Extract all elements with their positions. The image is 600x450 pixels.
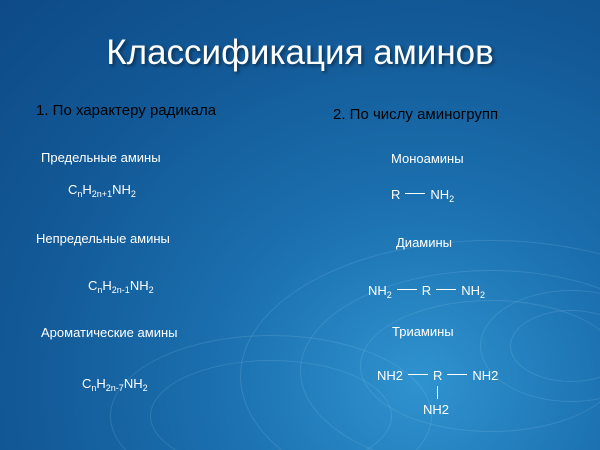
saturated-amines-label: Предельные амины xyxy=(41,150,161,165)
triamines-label: Триамины xyxy=(392,324,454,339)
bond-line xyxy=(436,289,456,290)
unsaturated-amines-label: Непредельные амины xyxy=(36,231,170,246)
saturated-amines-formula: $C_nH_{2n+1}NH_2$ xyxy=(68,182,136,199)
left-column-heading: 1. По характеру радикала xyxy=(36,102,217,119)
aromatic-amines-formula: $C_nH_{2n-7}NH_2$ xyxy=(82,376,148,393)
diamine-formula: $NH_2$ R $NH_2$ xyxy=(368,283,485,300)
right-column-heading: 2. По числу аминогрупп xyxy=(333,106,499,123)
monoamine-formula: R $NH_2$ xyxy=(391,187,455,204)
bond-line xyxy=(397,289,417,290)
diamines-label: Диамины xyxy=(396,235,453,250)
bond-line xyxy=(405,193,425,194)
triamine-bottom-group: NH2 xyxy=(423,402,450,417)
monoamines-label: Моноамины xyxy=(391,151,464,166)
triamine-formula: NH2 R NH2 xyxy=(377,368,499,383)
slide-title: Классификация аминов xyxy=(106,33,494,72)
unsaturated-amines-formula: $C_nH_{2n-1}NH_2$ xyxy=(88,278,154,295)
aromatic-amines-label: Ароматические амины xyxy=(41,325,178,340)
bond-line xyxy=(447,374,467,375)
vertical-bond-line xyxy=(437,386,438,399)
bond-line xyxy=(408,374,428,375)
